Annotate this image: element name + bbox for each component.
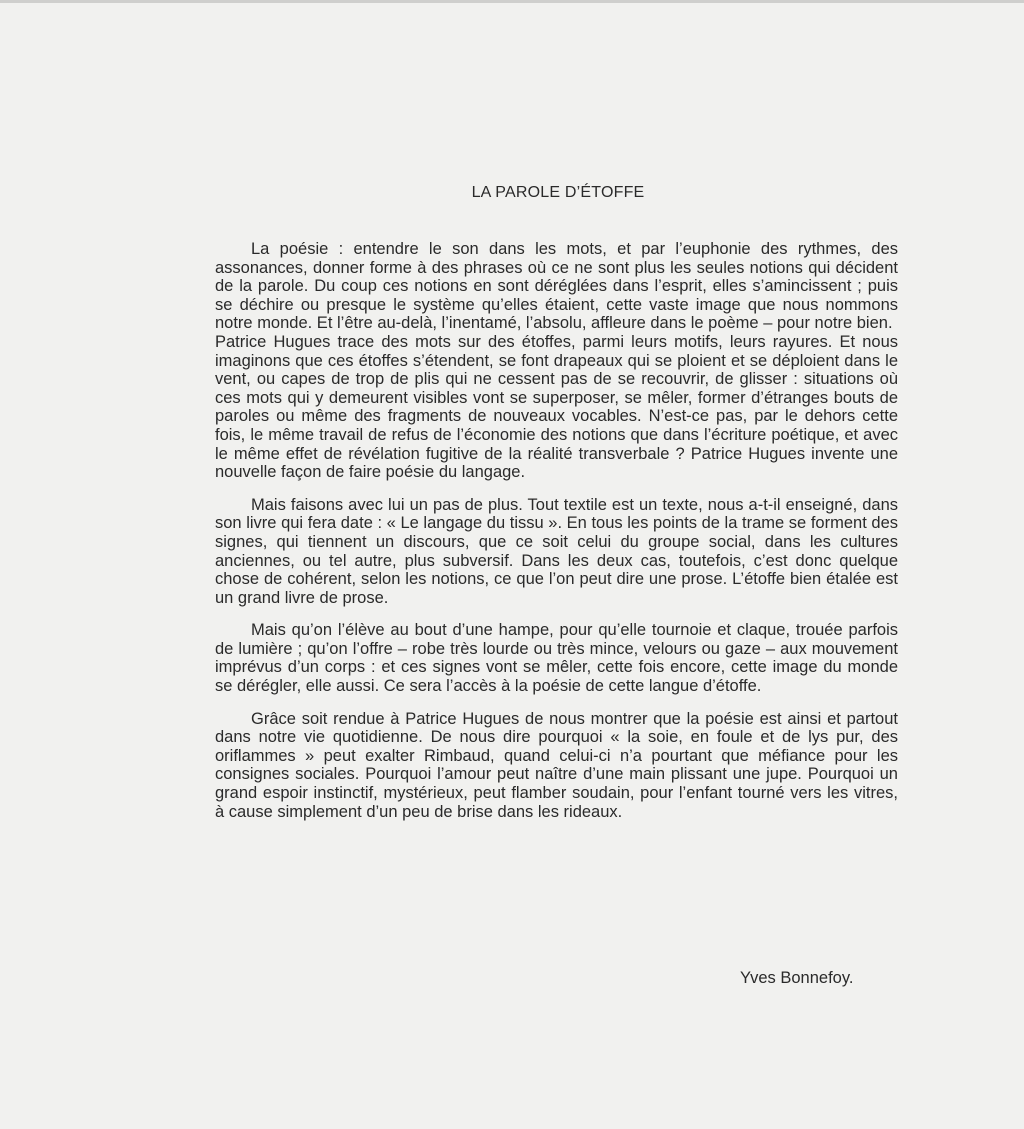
author-signature: Yves Bonnefoy. [740, 969, 854, 987]
paragraph-3: Mais faisons avec lui un pas de plus. Tout textile est un texte, nous a-t-il enseigné, dans son livre qui fera date : « Le langage du tissu ». En tous les points de la trame se forment des signes, qui tiennent un discours, que ce soit celui du groupe social, dans les cultures anciennes, ou tel autre, plus subversif. Dans les deux cas, toutefois, c’est donc quelque chose de cohérent, selon les notions, ce que l’on peut dire une prose. L’étoffe bien étalée est un grand livre de prose. [215, 495, 898, 607]
paragraph-4: Mais qu’on l’élève au bout d’une hampe, pour qu’elle tournoie et claque, trouée parfois de lumière ; qu’on l’offre – robe très lourde ou très mince, velours ou gaze – aux mouvement imprévus d’un corps : et ces signes vont se mêler, cette fois encore, cette image du monde se dérégler, elle aussi. Ce sera l’accès à la poésie de cette langue d’étoffe. [215, 621, 898, 696]
paragraph-1: La poésie : entendre le son dans les mots, et par l’euphonie des rythmes, des assonances, donner forme à des phrases où ce ne sont plus les seules notions qui décident de la parole. Du coup ces notions en sont déréglées dans l’esprit, elles s’amincissent ; puis se déchire ou presque le système qu’elles étaient, cette vaste image que nous nommons notre monde. Et l’être au-delà, l’inentamé, l’absolu, affleure dans le poème – pour notre bien. [215, 240, 898, 333]
paragraph-2: Patrice Hugues trace des mots sur des étoffes, parmi leurs motifs, leurs rayures. Et nous imaginons que ces étoffes s’étendent, se font drapeaux qui se ploient et se déploient dans le vent, ou capes de trop de plis qui ne cessent pas de se recouvrir, de glisser : situations où ces mots qui y demeurent visibles vont se superposer, se mêler, former d’étranges bouts de paroles ou même des fragments de nouveaux vocables. N’est-ce pas, par le dehors cette fois, le même travail de refus de l’économie des notions que dans l’écriture poétique, et avec le même effet de révélation fugitive de la réalité transverbale ? Patrice Hugues invente une nouvelle façon de faire poésie du langage. [215, 332, 898, 482]
document-title: LA PAROLE D’ÉTOFFE [471, 184, 645, 201]
page-top-edge [0, 0, 1024, 3]
paragraph-5: Grâce soit rendue à Patrice Hugues de nous montrer que la poésie est ainsi et partout dans notre vie quotidienne. De nous dire pourquoi « la soie, en foule et de lys pur, des oriflammes » peut exalter Rimbaud, quand celui-ci n’a pourtant que méfiance pour les consignes sociales. Pourquoi l’amour peut naître d’une main plissant une jupe. Pourquoi un grand espoir instinctif, mystérieux, peut flamber soudain, pour l’enfant tourné vers les vitres, à cause simplement d’un peu de brise dans les rideaux. [215, 709, 898, 821]
document-body [215, 240, 898, 821]
